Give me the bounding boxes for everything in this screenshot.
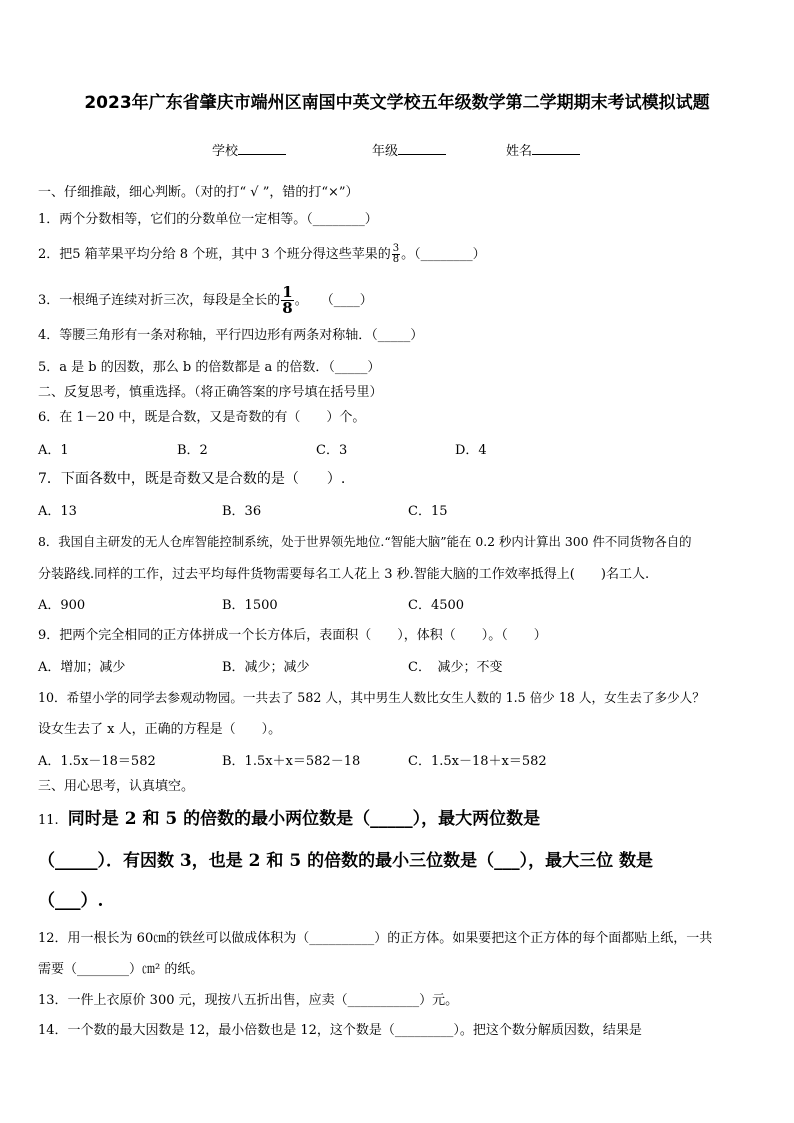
question-8-line-1: 8．我国自主研发的无人仓库智能控制系统，处于世界领先地位.“智能大脑”能在 0.2 秒内计算出 300 件不同货物各自的 <box>38 534 692 549</box>
question-14: 14．一个数的最大因数是 12，最小倍数也是 12，这个数是（_________）。把这个数分解质因数，结果是 <box>38 1023 642 1038</box>
question-7-option-a[interactable]: A．13 <box>38 504 77 519</box>
grade-label: 年级 <box>372 144 399 159</box>
name-blank[interactable] <box>532 142 580 155</box>
question-13: 13．一件上衣原价 300 元，现按八五折出售，应卖（___________）元。 <box>38 993 459 1008</box>
question-7-option-c[interactable]: C．15 <box>408 504 448 519</box>
question-2-answer: 。（________） <box>401 247 486 262</box>
question-7-option-b[interactable]: B．36 <box>222 504 262 519</box>
question-12-line-2: 需要（________）㎝² 的纸。 <box>38 962 204 977</box>
question-8-option-a[interactable]: A．900 <box>38 598 86 613</box>
question-10-line-1: 10．希望小学的同学去参观动物园。一共去了 582 人，其中男生人数比女生人数的 1.5 倍少 18 人，女生去了多少人？ <box>38 690 705 705</box>
question-11-line-1 <box>38 804 540 829</box>
question-10-option-a[interactable]: A．1.5x－18＝582 <box>38 754 156 769</box>
school-label: 学校 <box>212 144 239 159</box>
question-12-line-1: 12．用一根长为 60㎝的铁丝可以做成体积为（__________）的正方体。如果要把这个正方体的每个面都贴上纸，一共 <box>38 931 713 946</box>
question-11-number: 11. <box>38 813 59 828</box>
question-8-option-b[interactable]: B．1500 <box>222 598 278 613</box>
question-6-option-d[interactable]: D．4 <box>455 443 487 458</box>
fraction-denominator: 8 <box>282 299 293 317</box>
question-8-line-2: 分装路线.同样的工作，过去平均每件货物需要每名工人花上 3 秒.智能大脑的工作效率抵得上( )名工人. <box>38 567 650 582</box>
question-3 <box>38 285 373 316</box>
grade-field[interactable] <box>372 140 446 159</box>
question-11-text: 同时是 2 和 5 的倍数的最小两位数是（_____），最大两位数是 <box>67 809 541 829</box>
question-6-option-b[interactable]: B．2 <box>177 443 208 458</box>
question-2-fraction <box>392 244 400 265</box>
question-1: 1．两个分数相等，它们的分数单位一定相等。（________） <box>38 212 378 227</box>
name-label: 姓名 <box>506 144 533 159</box>
question-3-answer: 。 （____） <box>294 293 373 308</box>
question-8-option-c[interactable]: C．4500 <box>408 598 465 613</box>
section-1-heading: 一、仔细推敲，细心判断。（对的打“ √ ”，错的打“×”） <box>38 185 359 200</box>
question-6-option-a[interactable]: A．1 <box>38 443 69 458</box>
question-3-text: 3．一根绳子连续对折三次，每段是全长的 <box>38 293 281 308</box>
fraction-denominator: 8 <box>392 254 400 265</box>
name-field[interactable] <box>506 140 580 159</box>
school-field[interactable] <box>212 140 286 159</box>
grade-blank[interactable] <box>398 142 446 155</box>
question-10-line-2: 设女生去了 x 人，正确的方程是（ ）。 <box>38 722 282 737</box>
page-title: 2023年广东省肇庆市端州区南国中英文学校五年级数学第二学期期末考试模拟试题 <box>84 93 710 113</box>
fraction-numerator: 3 <box>392 243 400 254</box>
school-blank[interactable] <box>238 142 286 155</box>
question-9-option-c[interactable]: C． 减少；不变 <box>408 660 503 675</box>
question-7: 7．下面各数中，既是奇数又是合数的是（ ）. <box>38 471 346 487</box>
question-5: 5．a 是 b 的因数，那么 b 的倍数都是 a 的倍数．（_____） <box>38 360 381 375</box>
question-6-option-c[interactable]: C．3 <box>316 443 348 458</box>
section-2-heading: 二、反复思考，慎重选择。（将正确答案的序号填在括号里） <box>38 385 383 400</box>
question-10-option-c[interactable]: C．1.5x－18＋x＝582 <box>408 754 547 769</box>
question-2 <box>38 243 486 265</box>
question-9-option-b[interactable]: B．减少；减少 <box>222 660 310 675</box>
question-9-option-a[interactable]: A．增加；减少 <box>38 660 126 675</box>
fraction-numerator: 1 <box>282 283 293 301</box>
question-11-line-2: （_____）．有因数 3，也是 2 和 5 的倍数的最小三位数是（___），最大三位 数是 <box>38 851 653 871</box>
section-3-heading: 三、用心思考，认真填空。 <box>38 779 195 794</box>
question-10-option-b[interactable]: B．1.5x＋x＝582－18 <box>222 754 361 769</box>
question-4: 4．等腰三角形有一条对称轴，平行四边形有两条对称轴．（_____） <box>38 328 424 343</box>
question-6: 6．在 1－20 中，既是合数，又是奇数的有（ ）个。 <box>38 410 366 425</box>
question-3-fraction <box>281 285 293 316</box>
question-2-text: 2．把5 箱苹果平均分给 8 个班，其中 3 个班分得这些苹果的 <box>38 247 391 262</box>
question-11-line-3: （___）. <box>38 891 104 911</box>
question-9: 9．把两个完全相同的正方体拼成一个长方体后，表面积（ ），体积（ ）。（ ） <box>38 628 547 643</box>
